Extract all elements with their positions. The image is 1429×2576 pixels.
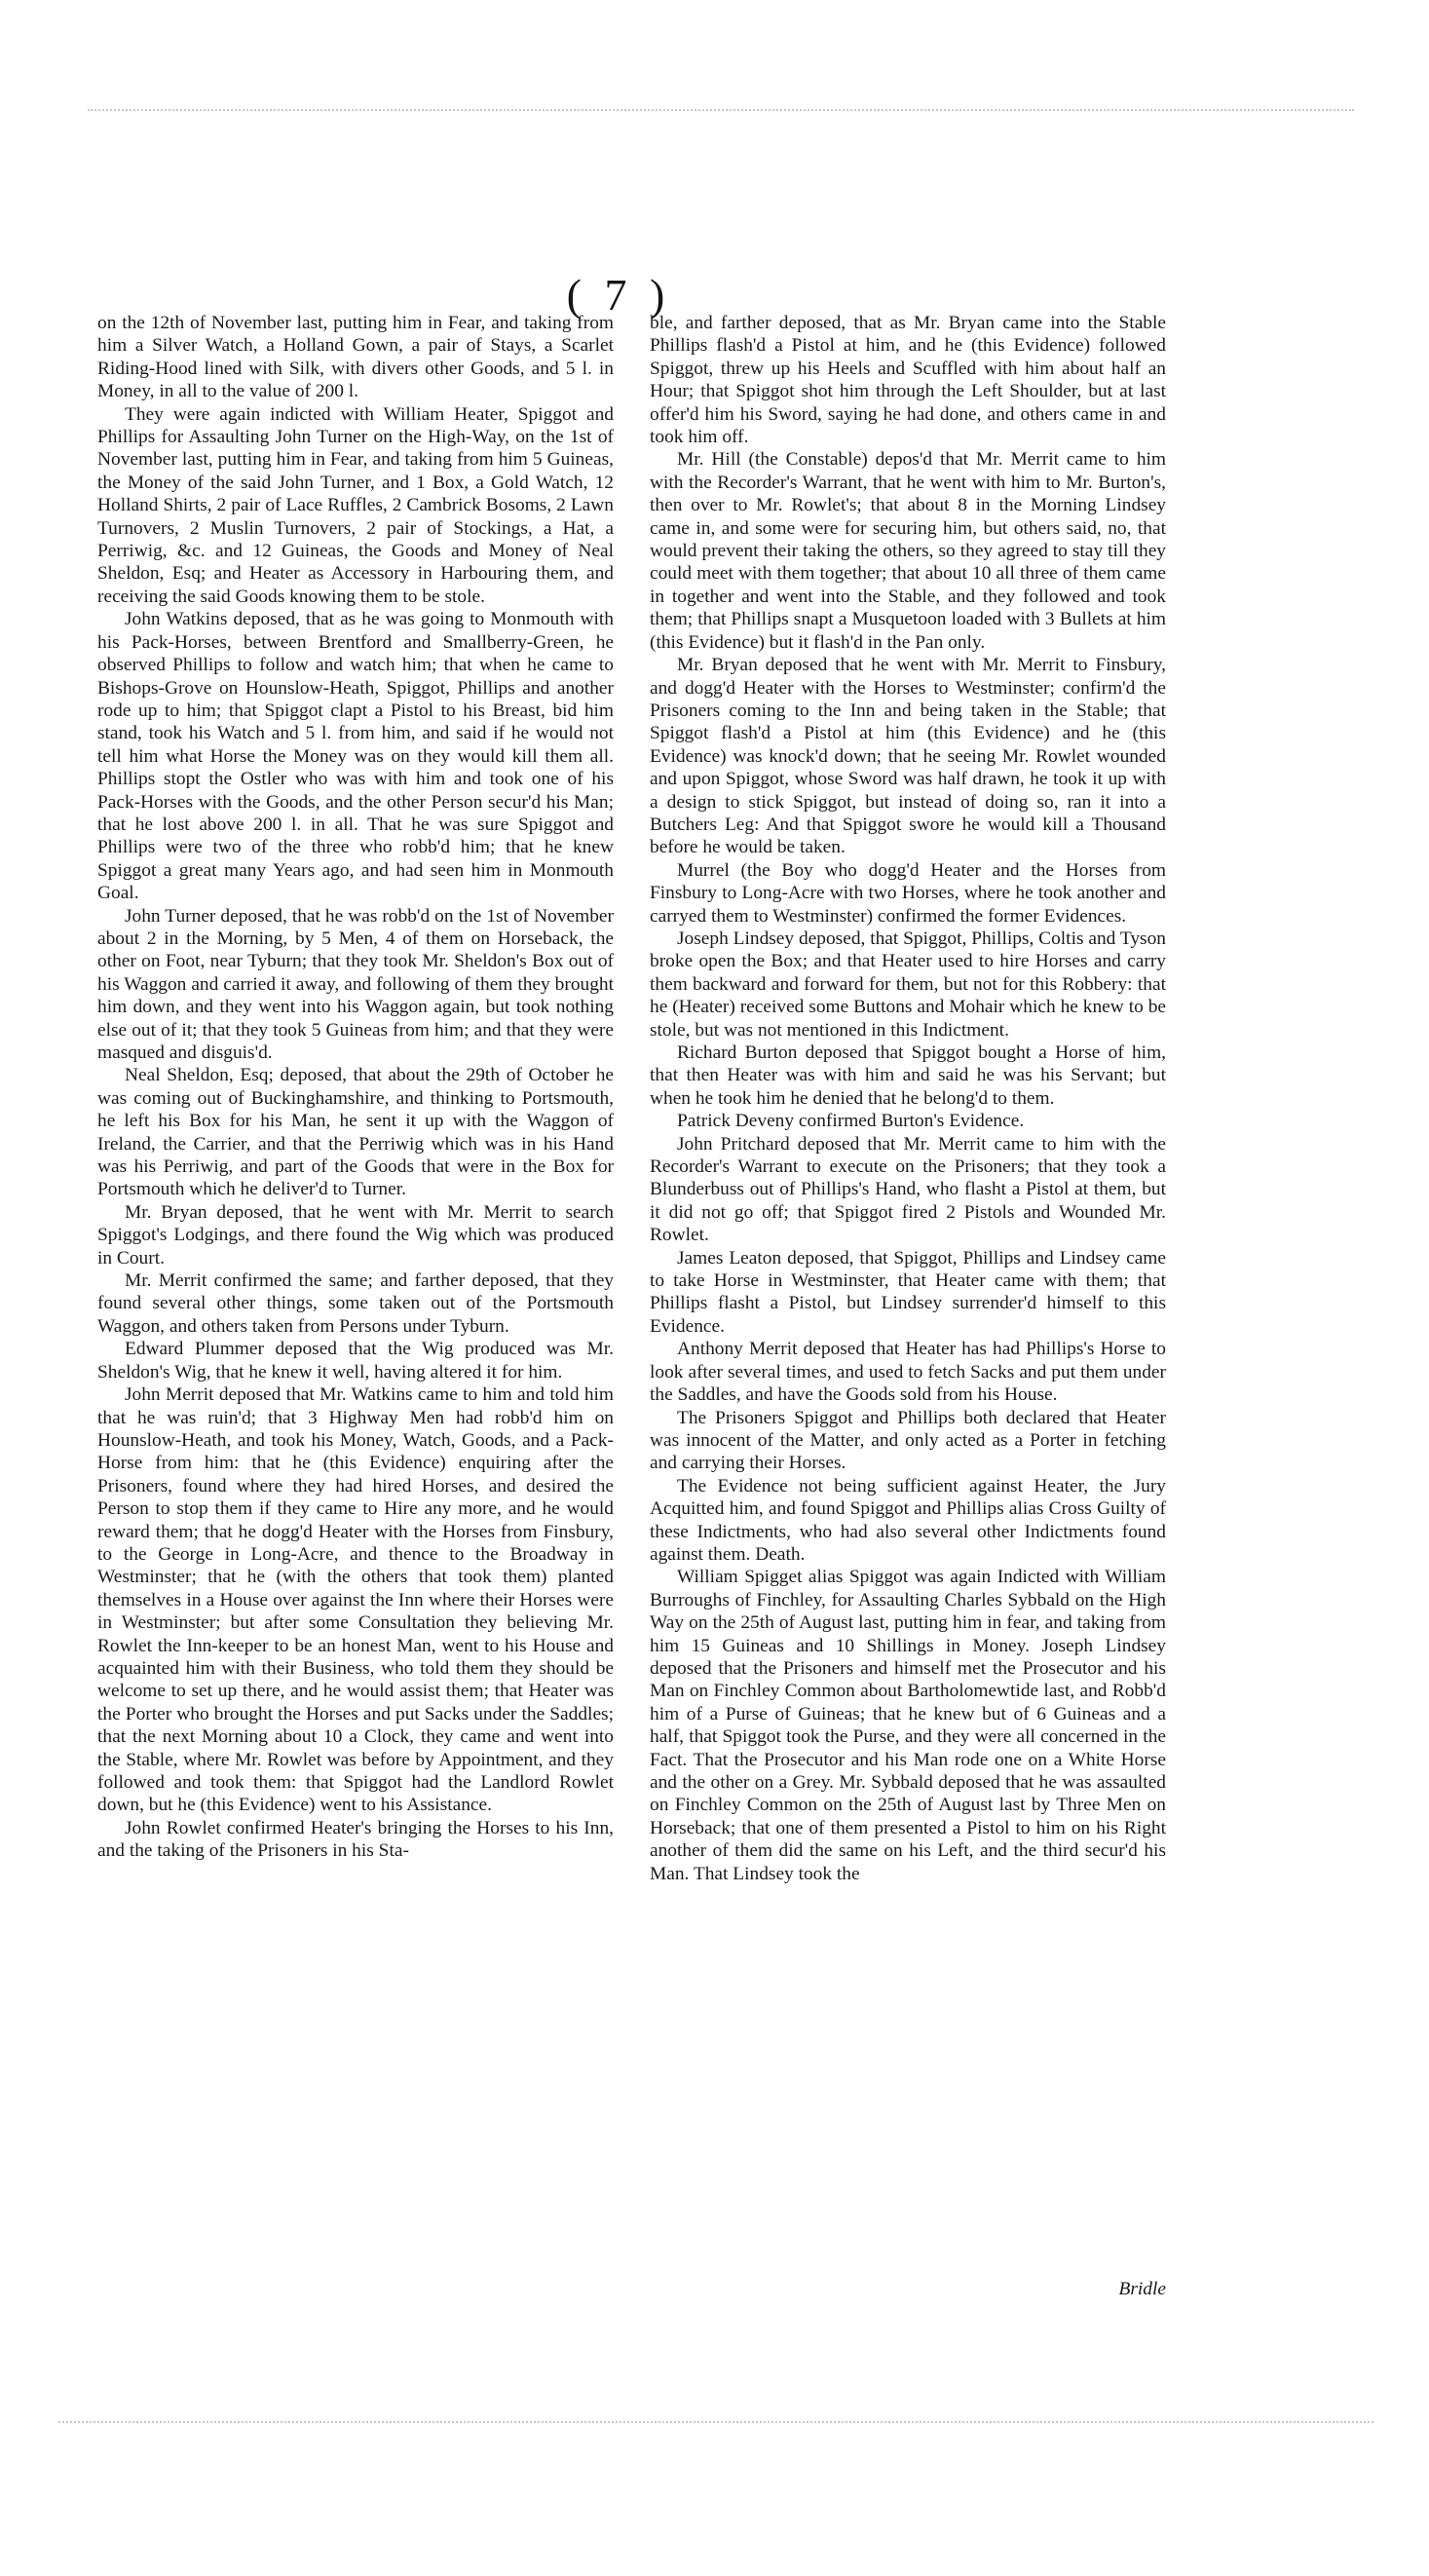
page-number: ( 7 ) xyxy=(566,270,671,320)
paragraph: John Pritchard deposed that Mr. Merrit came to him with the Recorder's Warrant to execute on the Prisoners; that they took a Blunderbuss out of Phillips's Hand, who flasht a Pistol at them, but it did not go off; that Spiggot fired 2 Pistols and Wounded Mr. Rowlet. xyxy=(650,1133,1166,1246)
paragraph: John Rowlet confirmed Heater's bringing the Horses to his Inn, and the taking of the Prisoners in his Sta- xyxy=(97,1817,614,1862)
paragraph: John Watkins deposed, that as he was going to Monmouth with his Pack-Horses, between Brentford and Smallberry-Green, he observed Phillips to follow and watch him; that when he came to Bishops-Grove on Hounslow-Heath, Spiggot, Phillips and another rode up to him; that Spiggot clapt a Pistol to his Breast, bid him stand, took his Watch and 5 l. from him, and said if he would not tell him what Horse the Money was on they would kill them all. Phillips stopt the Ostler who was with him and took one of his Pack-Horses with the Goods, and the other Person secur'd his Man; that he lost above 200 l. in all. That he was sure Spiggot and Phillips were two of the three who robb'd him; that he knew Spiggot a great many Years ago, and had seen him in Monmouth Goal. xyxy=(97,609,614,904)
scan-speckle-bottom xyxy=(58,2421,1373,2426)
paragraph: The Evidence not being sufficient against Heater, the Jury Acquitted him, and found Spiggot and Phillips alias Cross Guilty of these Indictments, who had also several other Indictments found against them. Death. xyxy=(650,1475,1166,1565)
scan-speckle-top xyxy=(88,109,1354,114)
paragraph: Mr. Bryan deposed, that he went with Mr. Merrit to search Spiggot's Lodgings, and there found the Wig which was produced in Court. xyxy=(97,1201,614,1269)
paragraph: Edward Plummer deposed that the Wig produced was Mr. Sheldon's Wig, that he knew it well, having altered it for him. xyxy=(97,1339,614,1383)
paragraph: Richard Burton deposed that Spiggot bought a Horse of him, that then Heater was with him and said he was his Servant; but when he took him he denied that he belong'd to them. xyxy=(650,1042,1166,1109)
paragraph: They were again indicted with William Heater, Spiggot and Phillips for Assaulting John Turner on the High-Way, on the 1st of November last, putting him in Fear, and taking from him 5 Guineas, the Money of the said John Turner, and 1 Box, a Gold Watch, 12 Holland Shirts, 2 pair of Lace Ruffles, 2 Cambrick Bosoms, 2 Lawn Turnovers, 2 Muslin Turnovers, 2 pair of Stockings, a Hat, a Perriwig, &c. and 12 Guineas, the Goods and Money of Neal Sheldon, Esq; and Heater as Accessory in Harbouring them, and receiving the said Goods knowing them to be stole. xyxy=(97,403,614,607)
paragraph: Mr. Merrit confirmed the same; and farther deposed, that they found several other things, some taken out of the Portsmouth Waggon, and others taken from Persons under Tyburn. xyxy=(97,1270,614,1337)
paragraph: Mr. Hill (the Constable) depos'd that Mr. Merrit came to him with the Recorder's Warrant, that he went with him to Mr. Burton's, then over to Mr. Rowlet's; that about 8 in the Morning Lindsey came in, and some were for securing him, but others said, no, that would prevent their taking the others, so they agreed to stay till they could meet with them together; that about 10 all three of them came in together and went into the Stable, and they followed and took them; that Phillips snapt a Musquetoon loaded with 3 Bullets at him (this Evidence) but it flash'd in the Pan only. xyxy=(650,449,1166,653)
paragraph: Murrel (the Boy who dogg'd Heater and the Horses from Finsbury to Long-Acre with two Horses, where he took another and carryed them to Westminster) confirmed the former Evidences. xyxy=(650,859,1166,927)
paragraph: Neal Sheldon, Esq; deposed, that about the 29th of October he was coming out of Buckinghamshire, and thinking to Portsmouth, he left his Box for his Man, he sent it up with the Waggon of Ireland, the Carrier, and that the Perriwig which was in his Hand was his Perriwig, and part of the Goods that were in the Box for Portsmouth which he deliver'd to Turner. xyxy=(97,1065,614,1200)
paragraph: John Merrit deposed that Mr. Watkins came to him and told him that he was ruin'd; that 3 Highway Men had robb'd him on Hounslow-Heath, and took his Money, Watch, Goods, and a Pack-Horse from him: that he (this Evidence) enquiring after the Prisoners, found where they had hired Horses, and desired the Person to stop them if they came to Hire any more, and he would reward them; that he dogg'd Heater with the Horses from Finsbury, to the George in Long-Acre, and thence to the Broadway in Westminster; that he (with the others that took them) planted themselves in a House over against the Inn where their Horses were in Westminster; but after some Consultation they believing Mr. Rowlet the Inn-keeper to be an honest Man, went to his House and acquainted him with their Business, who told them they should be welcome to set up there, and he would assist them; that Heater was the Porter who brought the Horses and put Sacks under the Saddles; that the next Morning about 10 a Clock, they came and went into the Stable, where Mr. Rowlet was before by Appointment, and they followed and took them: that Spiggot had the Landlord Rowlet down, but he (this Evidence) went to his Assistance. xyxy=(97,1384,614,1816)
paragraph: The Prisoners Spiggot and Phillips both declared that Heater was innocent of the Matter, and only acted as a Porter in fetching and carrying their Horses. xyxy=(650,1407,1166,1474)
paragraph: Anthony Merrit deposed that Heater has had Phillips's Horse to look after several times, and used to fetch Sacks and put them under the Saddles, and have the Goods sold from his House. xyxy=(650,1339,1166,1406)
paragraph: ble, and farther deposed, that as Mr. Bryan came into the Stable Phillips flash'd a Pistol at him, and he (this Evidence) followed Spiggot, threw up his Heels and Scuffled with him about half an Hour; that Spiggot shot him through the Left Shoulder, but at last offer'd him his Sword, saying he had done, and others came in and took him off. xyxy=(650,313,1166,448)
paragraph: Joseph Lindsey deposed, that Spiggot, Phillips, Coltis and Tyson broke open the Box; and that Heater used to hire Horses and carry them backward and forward for them, but not for this Robbery: that he (Heater) received some Buttons and Mohair which he knew to be stole, but was not mentioned in this Indictment. xyxy=(650,928,1166,1041)
paragraph: William Spigget alias Spiggot was again Indicted with William Burroughs of Finchley, for Assaulting Charles Sybbald on the High Way on the 25th of August last, putting him in fear, and taking from him 15 Guineas and 10 Shillings in Money. Joseph Lindsey deposed that the Prisoners and himself met the Prosecutor and his Man on Finchley Common about Bartholomewtide last, and Robb'd him of a Purse of Guineas; that he knew but of 6 Guineas and a half, that Spiggot took the Purse, and they were all concerned in the Fact. That the Prosecutor and his Man rode one on a White Horse and the other on a Grey. Mr. Sybbald deposed that he was assaulted on Finchley Common on the 25th of August last by Three Men on Horseback; that one of them presented a Pistol to him on his Right another of them did the same on his Left, and the third secur'd his Man. That Lindsey took the xyxy=(650,1567,1166,1884)
paragraph: Patrick Deveny confirmed Burton's Evidence. xyxy=(677,1111,1025,1132)
right-column xyxy=(650,312,1166,1885)
paragraph: John Turner deposed, that he was robb'd on the 1st of November about 2 in the Morning, by 5 Men, 4 of them on Horseback, the other on Foot, near Tyburn; that they took Mr. Sheldon's Box out of his Waggon and carried it away, and following of them they brought him down, and they went into his Waggon again, but took nothing else out of it; that they took 5 Guineas from him; and that they were masqued and disguis'd. xyxy=(97,905,614,1063)
paragraph: on the 12th of November last, putting him in Fear, and taking from him a Silver Watch, a Holland Gown, a pair of Stays, a Scarlet Riding-Hood lined with Silk, with divers other Goods, and 5 l. in Money, in all to the value of 200 l. xyxy=(97,313,614,402)
left-column xyxy=(97,312,614,1863)
catchword: Bridle xyxy=(1118,2279,1166,2299)
paragraph: Mr. Bryan deposed that he went with Mr. Merrit to Finsbury, and dogg'd Heater with the Horses to Westminster; confirm'd the Prisoners coming to the Inn and being taken in the Stable; that Spiggot flash'd a Pistol at him (this Evidence) and he (this Evidence) was knock'd down; that he seeing Mr. Rowlet wounded and upon Spiggot, whose Sword was half drawn, he took it up with a design to stick Spiggot, but instead of doing so, ran it into a Butchers Leg: And that Spiggot swore he would kill a Thousand before he would be taken. xyxy=(650,655,1166,858)
paragraph: James Leaton deposed, that Spiggot, Phillips and Lindsey came to take Horse in Westminster, that Heater came with them; that Phillips flasht a Pistol, but Lindsey surrender'd himself to this Evidence. xyxy=(650,1247,1166,1337)
